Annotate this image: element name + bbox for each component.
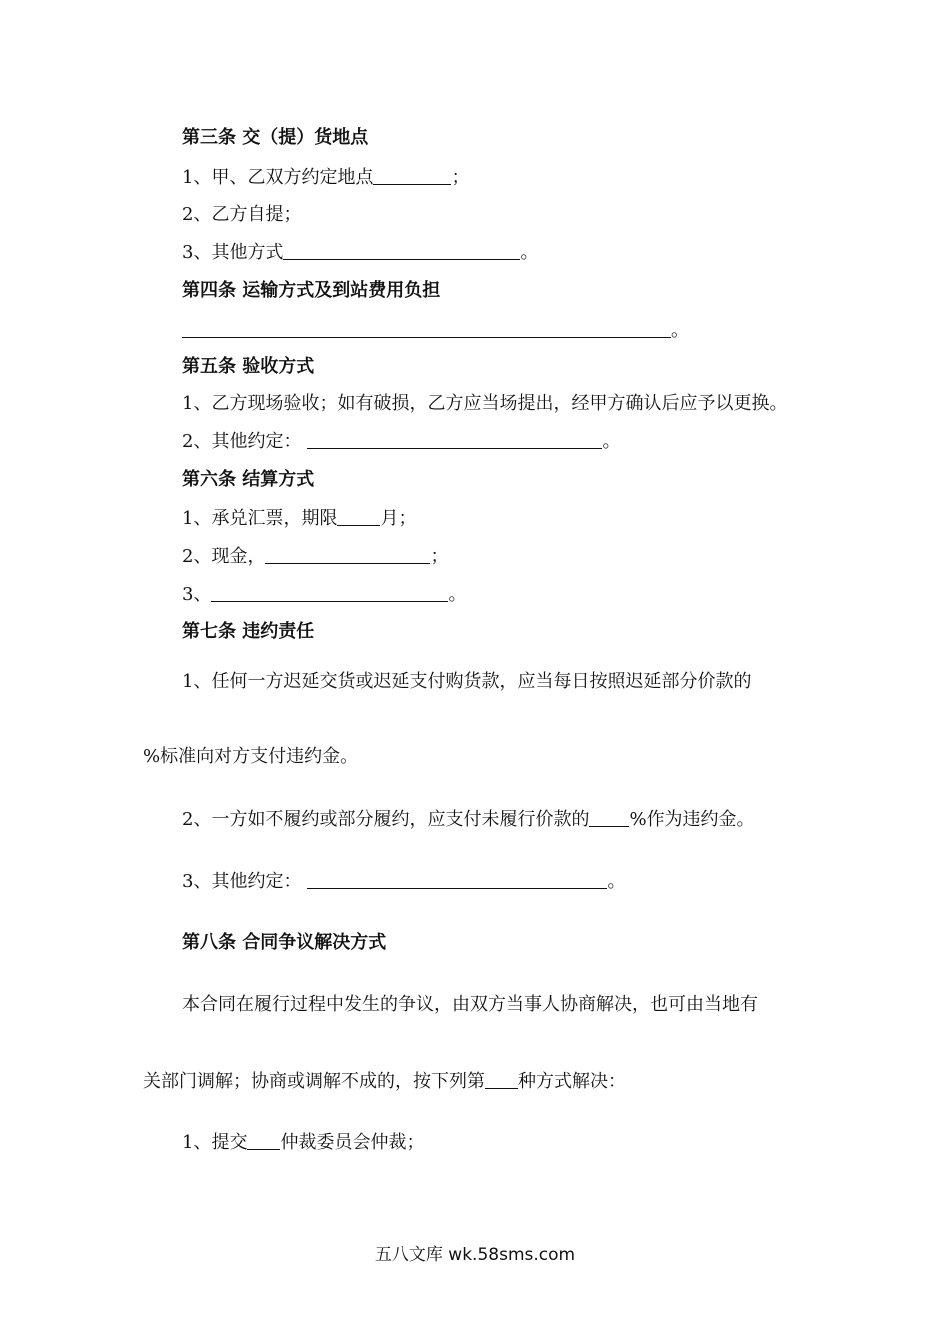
item-text: 、提交 <box>193 1132 248 1153</box>
fill-blank <box>373 165 451 185</box>
article-6-heading: 第六条 结算方式 <box>182 469 315 490</box>
item-number: 2 <box>182 809 194 830</box>
article-6-item-2 <box>182 544 448 569</box>
article-7-item-2 <box>182 807 755 832</box>
item-end: ； <box>430 546 449 567</box>
item-end: 。 <box>520 242 539 263</box>
fill-blank <box>211 582 448 602</box>
paragraph-text: 种方式解决： <box>518 1071 626 1092</box>
item-end: ； <box>451 167 470 188</box>
item-number: 1 <box>182 508 194 529</box>
article-8-paragraph-line-2 <box>143 1069 626 1094</box>
item-text: 、一方如不履约或部分履约，应支付未履行价款的 <box>193 809 590 830</box>
fill-blank <box>337 506 380 526</box>
article-6-item-1 <box>182 506 416 531</box>
item-number: 2 <box>182 431 194 452</box>
percent-sign: % <box>629 809 647 830</box>
item-end: 。 <box>607 871 626 892</box>
fill-blank <box>283 240 520 260</box>
article-8-paragraph-line-1: 本合同在履行过程中发生的争议，由双方当事人协商解决，也可由当地有 <box>182 994 758 1015</box>
paragraph-text: 关部门调解；协商或调解不成的，按下列第 <box>143 1071 485 1092</box>
item-number: 1 <box>182 393 194 414</box>
item-number: 1 <box>182 1132 194 1153</box>
item-end: 。 <box>602 431 621 452</box>
percent-sign: % <box>143 746 161 767</box>
article-6-item-3 <box>182 582 466 607</box>
item-number: 3 <box>182 242 194 263</box>
article-8-item-1 <box>182 1130 424 1155</box>
item-number: 2 <box>182 546 194 567</box>
fill-blank <box>307 429 602 449</box>
item-text: 、甲、乙双方约定地点 <box>193 167 374 188</box>
item-number: 2 <box>182 204 194 225</box>
item-text: 、其他约定： <box>193 431 302 452</box>
article-5-heading: 第五条 验收方式 <box>182 356 315 377</box>
fill-blank <box>265 544 430 564</box>
fill-blank <box>485 1069 518 1089</box>
article-5-item-2 <box>182 429 620 454</box>
fill-blank <box>589 807 629 827</box>
fill-blank <box>247 1130 280 1150</box>
article-3-item-2 <box>182 203 301 227</box>
item-number: 3 <box>182 584 194 605</box>
item-text: 、任何一方迟延交货或迟延支付购货款，应当每日按照迟延部分价款的 <box>193 671 752 692</box>
item-number: 1 <box>182 167 194 188</box>
item-end: 。 <box>448 584 467 605</box>
article-3-item-3 <box>182 240 538 265</box>
article-5-item-1 <box>182 392 787 416</box>
item-end: 月； <box>380 508 417 529</box>
item-end: 仲裁委员会仲裁； <box>280 1132 425 1153</box>
article-3-item-1 <box>182 165 469 190</box>
item-text: 、乙方现场验收；如有破损，乙方应当场提出，经甲方确认后应予以更换。 <box>193 393 788 414</box>
item-text: 、其他方式 <box>193 242 284 263</box>
item-text: 、其他约定： <box>193 871 302 892</box>
article-7-item-1-continuation <box>143 745 358 769</box>
article-7-item-1 <box>182 670 751 694</box>
item-number: 1 <box>182 671 194 692</box>
article-8-heading: 第八条 合同争议解决方式 <box>182 932 387 953</box>
item-text: 标准向对方支付违约金。 <box>160 746 359 767</box>
item-text: 、乙方自提； <box>193 204 302 225</box>
fill-blank <box>182 318 671 338</box>
article-7-heading: 第七条 违约责任 <box>182 621 315 642</box>
article-4-heading: 第四条 运输方式及到站费用负担 <box>182 280 441 301</box>
item-text: 、 <box>193 584 212 605</box>
article-4-blank-line <box>182 318 689 343</box>
item-number: 3 <box>182 871 194 892</box>
fill-blank <box>307 869 607 889</box>
article-3-heading: 第三条 交（提）货地点 <box>182 127 369 148</box>
footer-watermark: 五八文库 wk.58sms.com <box>374 1245 576 1265</box>
item-text: 、承兑汇票，期限 <box>193 508 338 529</box>
article-7-item-3 <box>182 869 625 894</box>
item-text: 、现金， <box>193 546 266 567</box>
item-end: 作为违约金。 <box>646 809 755 830</box>
line-end: 。 <box>671 320 689 341</box>
